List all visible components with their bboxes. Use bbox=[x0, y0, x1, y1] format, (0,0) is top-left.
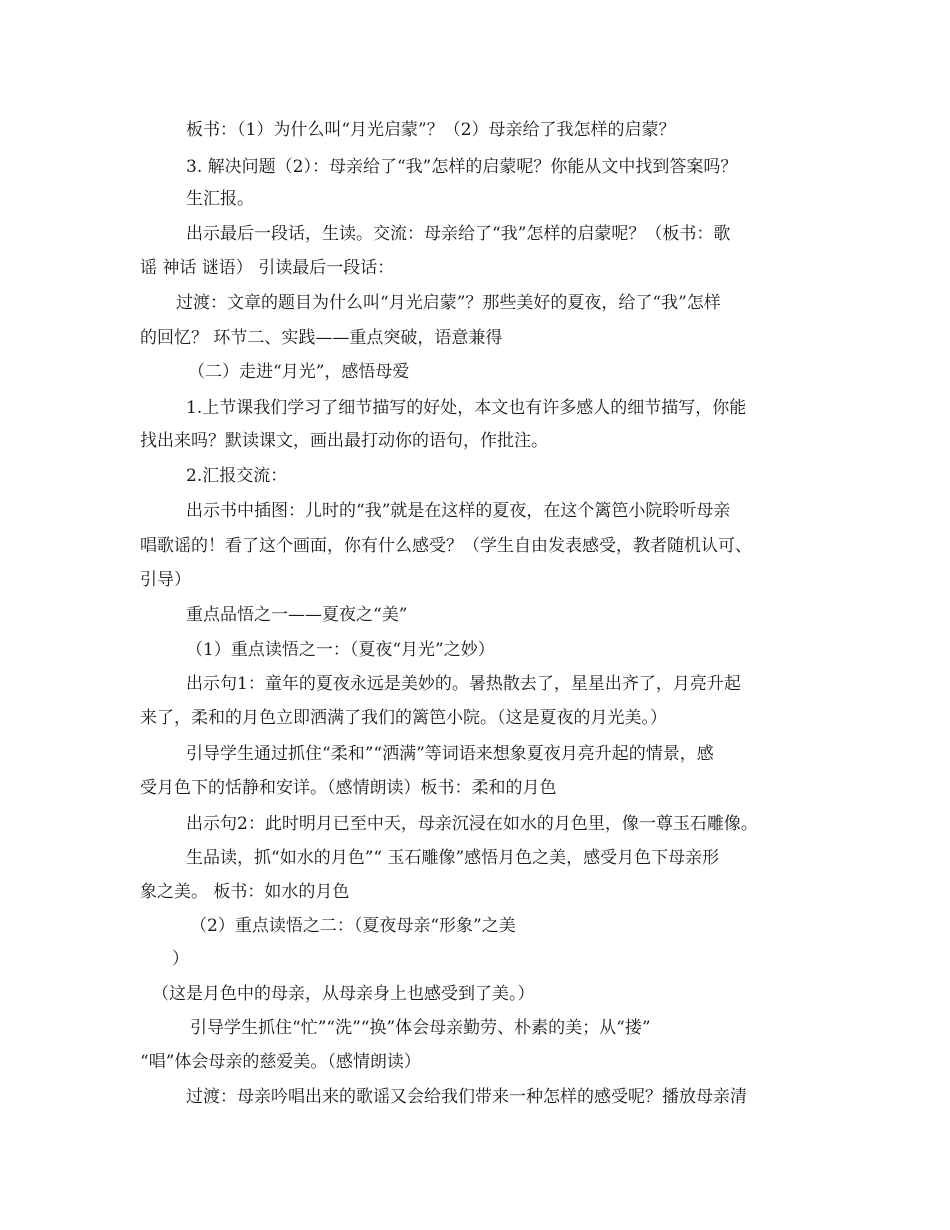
text-line: 生品读，抓“如水的月色”“ 玉石雕像”感悟月色之美，感受月色下母亲形 bbox=[186, 848, 720, 868]
text-line: 3. 解决问题（2）：母亲给了“我”怎样的启蒙呢？你能从文中找到答案吗？ bbox=[186, 157, 738, 177]
text-line: 出示句1：童年的夏夜永远是美妙的。暑热散去了，星星出齐了，月亮升起 bbox=[186, 674, 741, 694]
text-line: 生汇报。 bbox=[186, 189, 254, 209]
text-line: 板书：（1）为什么叫“月光启蒙”？（2）母亲给了我怎样的启蒙？ bbox=[186, 120, 676, 140]
text-line: 受月色下的恬静和安详。（感情朗读）板书：柔和的月色 bbox=[140, 778, 557, 798]
text-line: （二）走进“月光”，感悟母爱 bbox=[188, 362, 410, 382]
text-line: 的回忆？ 环节二、实践——重点突破，语意兼得 bbox=[140, 328, 503, 348]
text-line: （2）重点读悟之二：（夏夜母亲“形象”之美 bbox=[190, 916, 516, 936]
text-line: 谣 神话 谜语） 引读最后一段话： bbox=[140, 258, 395, 278]
text-line: 2.汇报交流： bbox=[186, 466, 288, 486]
text-line: （这是月色中的母亲，从母亲身上也感受到了美。） bbox=[152, 984, 535, 1004]
text-line: 出示最后一段话，生读。交流：母亲给了“我”怎样的启蒙呢？（板书：歌 bbox=[186, 224, 731, 244]
text-line: “唱”体会母亲的慈爱美。（感情朗读） bbox=[140, 1052, 421, 1072]
text-line: 来了，柔和的月色立即洒满了我们的篱笆小院。（这是夏夜的月光美。） bbox=[140, 708, 667, 728]
text-line: 出示句2：此时明月已至中天，母亲沉浸在如水的月色里，像一尊玉石雕像。 bbox=[186, 814, 758, 834]
text-line: 出示书中插图：儿时的“我”就是在这样的夏夜，在这个篱笆小院聆听母亲 bbox=[186, 501, 731, 521]
text-line: 1.上节课我们学习了细节描写的好处，本文也有许多感人的细节描写，你能 bbox=[186, 398, 747, 418]
text-line: 过渡：文章的题目为什么叫“月光启蒙”？那些美好的夏夜，给了“我”怎样 bbox=[176, 293, 721, 313]
text-line: 唱歌谣的！看了这个画面，你有什么感受？（学生自由发表感受，教者随机认可、 bbox=[140, 536, 752, 556]
text-line: 象之美。 板书：如水的月色 bbox=[140, 882, 350, 902]
text-line: 引导） bbox=[140, 570, 191, 590]
text-line: 找出来吗？默读课文，画出最打动你的语句，作批注。 bbox=[140, 431, 548, 451]
text-line: 过渡：母亲吟唱出来的歌谣又会给我们带来一种怎样的感受呢？播放母亲清 bbox=[186, 1087, 747, 1107]
text-line: 引导学生抓住“忙”“洗”“换”体会母亲勤劳、朴素的美；从“搂” bbox=[190, 1018, 651, 1038]
text-line: 引导学生通过抓住“柔和”“洒满”等词语来想象夏夜月亮升起的情景，感 bbox=[186, 744, 714, 764]
text-line: （1）重点读悟之一：（夏夜“月光”之妙） bbox=[186, 640, 495, 660]
text-line: 重点品悟之一——夏夜之“美” bbox=[186, 605, 408, 625]
text-line: ） bbox=[172, 949, 189, 969]
